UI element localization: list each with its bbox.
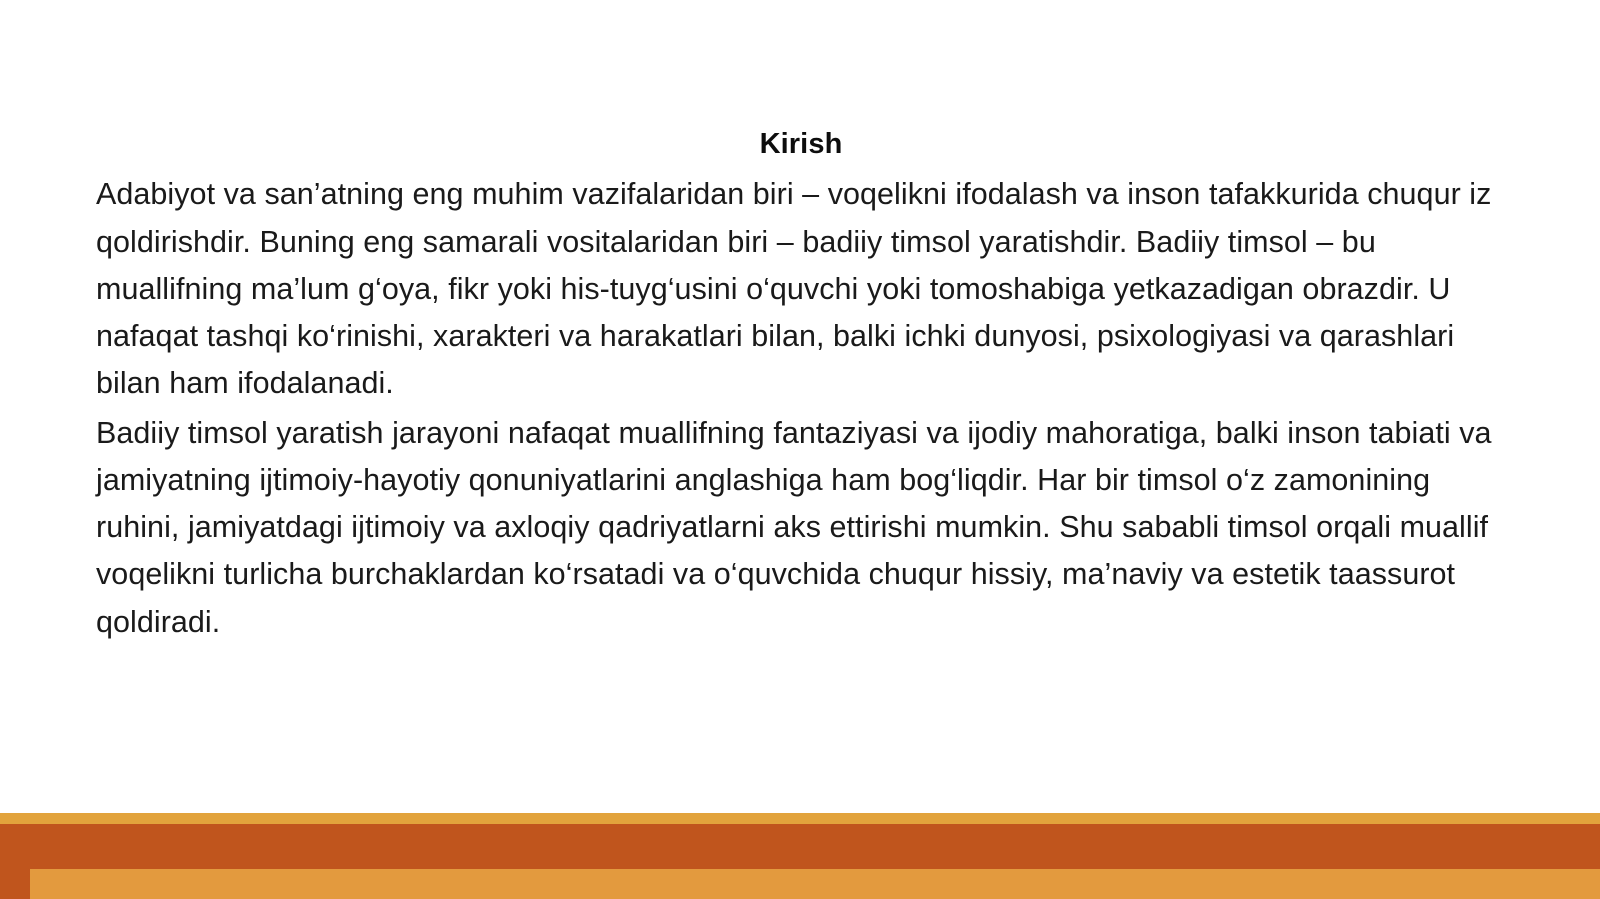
body-paragraph-2: Badiiy timsol yaratish jarayoni nafaqat muallifning fantaziyasi va ijodiy mahoratiga, balki inson tabiati va jamiyatning ijtimoiy-hayotiy qonuniyatlarini anglashiga ham bog‘liqdir. Har bir timsol o‘z zamonining ruhini, jamiyatdagi ijtimoiy va axloqiy qadriyatlarni aks ettirishi mumkin. Shu sababli timsol orqali muallif voqelikni turlicha burchaklardan ko‘rsatadi va o‘quvchida chuqur hissiy, ma’naviy va estetik taassurot qoldiradi. bbox=[96, 415, 1492, 639]
footer-corner-notch bbox=[0, 869, 30, 899]
footer-gold-top-stripe bbox=[0, 813, 1600, 824]
slide-content-block bbox=[96, 125, 1506, 646]
footer-orange-stripe bbox=[0, 824, 1600, 869]
footer-gold-bottom-stripe bbox=[0, 869, 1600, 899]
page-title: Kirish bbox=[759, 128, 843, 160]
footer-decoration-bar bbox=[0, 813, 1600, 899]
body-paragraph-1: Adabiyot va san’atning eng muhim vazifalaridan biri – voqelikni ifodalash va inson tafakkurida chuqur iz qoldirishdir. Buning eng samarali vositalaridan biri – badiiy timsol yaratishdir. Badiiy timsol – bu muallifning ma’lum g‘oya, fikr yoki his-tuyg‘usini o‘quvchi yoki tomoshabiga yetkazadigan obrazdir. U nafaqat tashqi ko‘rinishi, xarakteri va harakatlari bilan, balki ichki dunyosi, psixologiyasi va qarashlari bilan ham ifodalanadi. bbox=[96, 177, 1492, 401]
